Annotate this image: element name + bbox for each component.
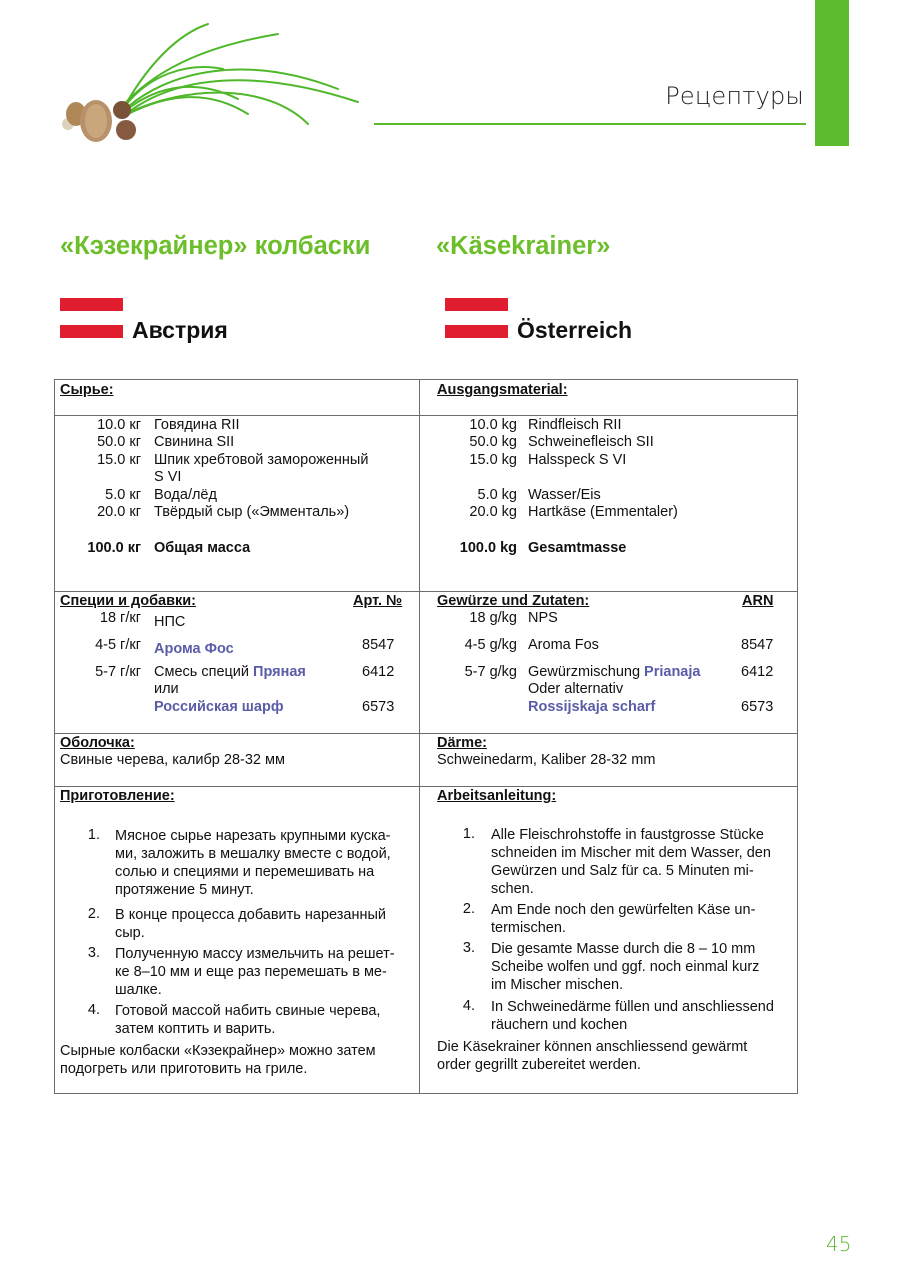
note-de: Die Käsekrainer können anschliessend gewärmt order gegrillt zubereitet werden. [437, 1039, 748, 1073]
total-label: Общая масса [154, 540, 251, 556]
country-name-de: Österreich [517, 317, 633, 343]
amount: 5.0 kg [477, 487, 517, 503]
spice-name: Aroma Fos [528, 637, 599, 653]
step-number: 3. [462, 940, 475, 956]
amount: 20.0 кг [97, 504, 141, 520]
recipe-title-de: «Käsekrainer» [436, 232, 611, 260]
step-text: Die gesamte Masse durch die 8 – 10 mm Scheibe wolfen und ggf. noch einmal kurz im Mischer mischen. [491, 941, 760, 993]
dosage: 5-7 g/kg [464, 664, 517, 680]
preparation-header-de: Arbeitsanleitung: [437, 788, 557, 804]
ingredient: Свинина SII [154, 434, 235, 450]
step-number: 1. [462, 826, 475, 842]
preparation-header-ru: Приготовление: [60, 788, 175, 804]
ingredient: Rindfleisch RII [528, 417, 622, 433]
casing-text-ru: Свиные черева, калибр 28-32 мм [60, 752, 285, 768]
step-text: In Schweinedärme füllen und anschliessend räuchern und kochen [491, 999, 774, 1033]
amount: 15.0 кг [97, 452, 141, 468]
art-number-header-de: ARN [742, 593, 774, 609]
step-text: Готовой массой набить свиные черева, затем коптить и варить. [115, 1003, 381, 1037]
or-label: или [154, 681, 179, 697]
recipe-title-ru: «Кэзекрайнер» колбаски [60, 232, 371, 260]
spice-name [528, 664, 700, 682]
row-divider [55, 733, 797, 734]
step-text: Мясное сырье нарезать крупными куска- ми, заложить в мешалку вместе с водой, солью и специями и перемешивать на протяжение 5 минут. [115, 828, 391, 898]
step-number: 2. [87, 906, 100, 922]
or-label: Oder alternativ [528, 681, 624, 697]
ingredient: Halsspeck S VI [528, 452, 627, 468]
recipe-table [54, 379, 798, 1094]
step-text: Полученную массу измельчить на решет- ке 8–10 мм и еще раз перемешать в ме- шалке. [115, 946, 395, 998]
spice-product: Rossijskaja scharf [528, 699, 656, 715]
row-divider [55, 415, 797, 416]
ingredient: Вода/лёд [154, 487, 217, 503]
spice-product: Prianaja [644, 664, 701, 680]
dosage: 18 g/kg [469, 610, 517, 626]
ingredient: Говядина RII [154, 417, 240, 433]
header-divider [374, 123, 806, 125]
spice-product: Арома Фос [154, 641, 234, 657]
total-amount: 100.0 кг [87, 540, 141, 556]
row-divider [55, 591, 797, 592]
art-number: 6573 [362, 699, 395, 715]
art-number: 8547 [741, 637, 774, 653]
casing-header-ru: Оболочка: [60, 735, 135, 751]
spice-prefix: Смесь специй [154, 664, 254, 680]
amount: 5.0 кг [105, 487, 141, 503]
step-number: 4. [87, 1002, 100, 1018]
step-number: 3. [87, 945, 100, 961]
ingredient: Wasser/Eis [528, 487, 601, 503]
spice-product: Российская шарф [154, 699, 284, 715]
page-number: 45 [826, 1232, 852, 1256]
spices-header-de: Gewürze und Zutaten: [437, 593, 590, 609]
amount: 50.0 kg [469, 434, 517, 450]
ingredient-cont: S VI [154, 469, 182, 485]
amount: 50.0 кг [97, 434, 141, 450]
spices-header-ru: Специи и добавки: [60, 593, 197, 609]
ingredient: Твёрдый сыр («Эмменталь») [154, 504, 350, 520]
step-number: 4. [462, 998, 475, 1014]
note-ru: Сырные колбаски «Кэзекрайнер» можно затем подогреть или приготовить на гриле. [60, 1043, 376, 1077]
step-number: 1. [87, 827, 100, 843]
step-number: 2. [462, 901, 475, 917]
spice-name: НПС [154, 614, 186, 630]
amount: 10.0 kg [469, 417, 517, 433]
raw-material-header-de: Ausgangsmaterial: [437, 382, 568, 398]
spice-name [154, 664, 306, 682]
ingredient: Шпик хребтовой замороженный [154, 452, 369, 468]
dosage: 18 г/кг [99, 610, 141, 626]
art-number: 6573 [741, 699, 774, 715]
ingredient: Hartkäse (Emmentaler) [528, 504, 678, 520]
art-number: 6412 [362, 664, 395, 680]
total-label: Gesamtmasse [528, 540, 627, 556]
ingredient: Schweinefleisch SII [528, 434, 654, 450]
step-text: Am Ende noch den gewürfelten Käse un- termischen. [491, 902, 756, 936]
dosage: 5-7 г/кг [95, 664, 141, 680]
amount: 20.0 kg [469, 504, 517, 520]
spices-herb-illustration [48, 14, 378, 144]
dosage: 4-5 g/kg [464, 637, 517, 653]
amount: 15.0 kg [469, 452, 517, 468]
casing-text-de: Schweinedarm, Kaliber 28-32 mm [437, 752, 656, 768]
row-divider [55, 786, 797, 787]
amount: 10.0 кг [97, 417, 141, 433]
casing-header-de: Därme: [437, 735, 487, 751]
section-accent-bar [815, 0, 849, 146]
dosage: 4-5 г/кг [95, 637, 141, 653]
art-number-header-ru: Арт. № [353, 593, 403, 609]
art-number: 6412 [741, 664, 774, 680]
section-title: Рецептуры [665, 82, 804, 110]
step-text: В конце процесса добавить нарезанный сыр. [115, 907, 387, 941]
spice-prefix: Gewürzmischung [528, 664, 645, 680]
art-number: 8547 [362, 637, 395, 653]
austria-flag-icon [60, 297, 123, 341]
total-amount: 100.0 kg [459, 540, 517, 556]
country-name-ru: Австрия [132, 317, 228, 343]
austria-flag-icon [445, 297, 508, 341]
raw-material-header-ru: Сырье: [60, 382, 114, 398]
spice-name: NPS [528, 610, 558, 626]
spice-product: Пряная [253, 664, 306, 680]
step-text: Alle Fleischrohstoffe in faustgrosse Stücke schneiden im Mischer mit dem Wasser, den Gewürzen und Salz für ca. 5 Minuten mi- schen. [491, 827, 771, 897]
